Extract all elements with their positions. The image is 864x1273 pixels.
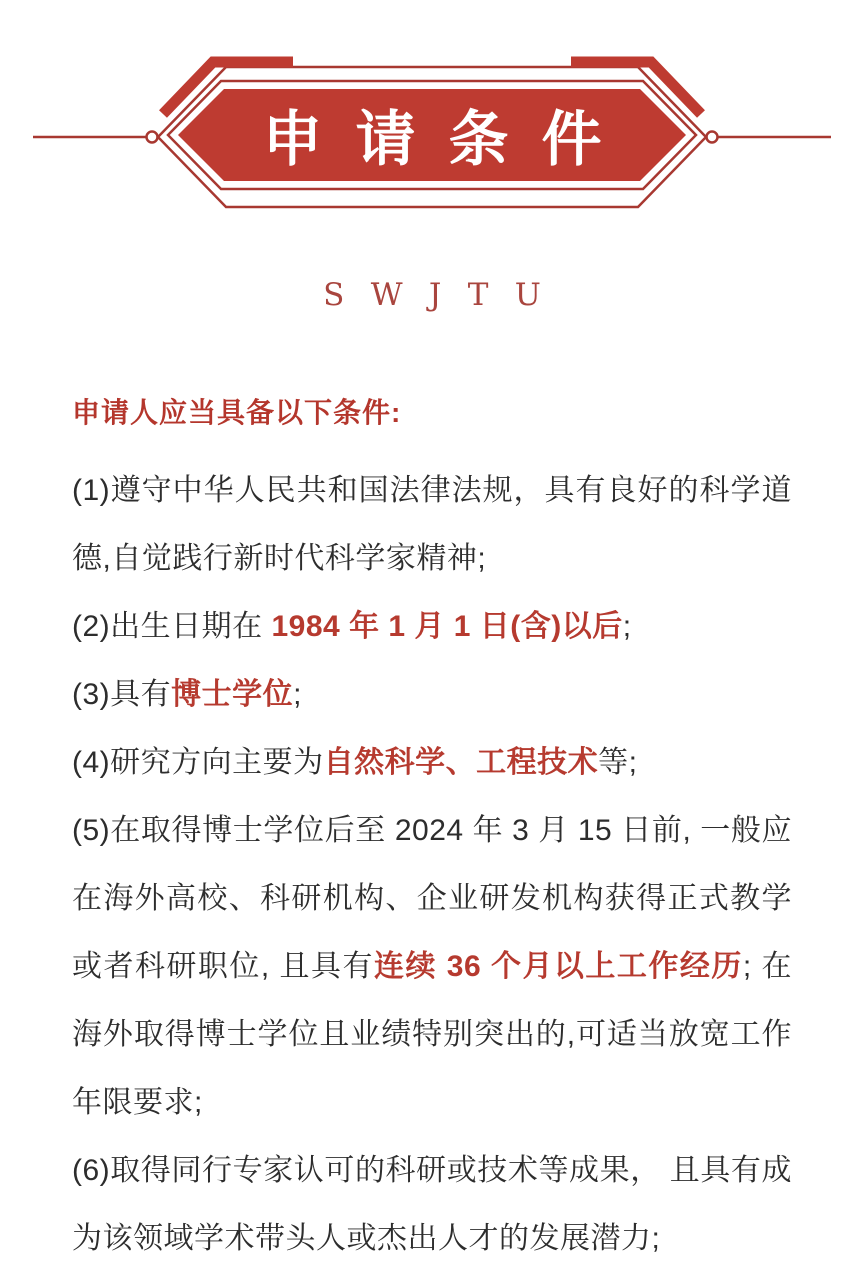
highlighted-text-run: 博士学位	[171, 678, 294, 711]
condition-item	[72, 661, 792, 729]
banner	[0, 0, 864, 235]
text-run: (2)出生日期在	[72, 610, 272, 643]
text-run: 等;	[598, 746, 638, 779]
highlighted-text-run: 自然科学、工程技术	[323, 746, 599, 779]
text-run: ;	[293, 678, 303, 711]
condition-item	[72, 797, 792, 1137]
text-run: (1)遵守中华人民共和国法律法规，具有良好的科学道德,自觉践行新时代科学家精神;	[72, 474, 792, 575]
text-run: ; 在海外取得博士学位且业绩特别突出的,可适当放宽工作年限要求;	[72, 950, 792, 1119]
conditions-list	[72, 457, 792, 1273]
text-run: (6)取得同行专家认可的科研或技术等成果， 且具有成为该领域学术带头人或杰出人才的发展潜力;	[72, 1154, 792, 1255]
connector-node-left	[147, 132, 158, 143]
text-run: (3)具有	[72, 678, 172, 711]
condition-item	[72, 457, 792, 593]
condition-item	[72, 1137, 792, 1273]
text-run: ;	[622, 610, 632, 643]
university-abbreviation: SWJTU	[323, 277, 568, 313]
conditions-heading: 申请人应当具备以下条件:	[72, 397, 402, 428]
condition-item	[72, 593, 792, 661]
text-run: (5)在取得博士学位后至 2024 年 3 月 15 日前, 一般应在海外高校、科研机构、企业研发机构获得正式教学或者科研职位, 且具有	[72, 814, 792, 983]
condition-item	[72, 729, 792, 797]
connector-node-right	[707, 132, 718, 143]
conditions-section	[0, 391, 864, 1273]
banner-title: 申请条件	[262, 105, 635, 175]
text-run: (4)研究方向主要为	[72, 746, 324, 779]
highlighted-text-run: 1984 年 1 月 1 日(含)以后	[271, 610, 623, 643]
highlighted-text-run: 连续 36 个月以上工作经历	[374, 950, 743, 983]
